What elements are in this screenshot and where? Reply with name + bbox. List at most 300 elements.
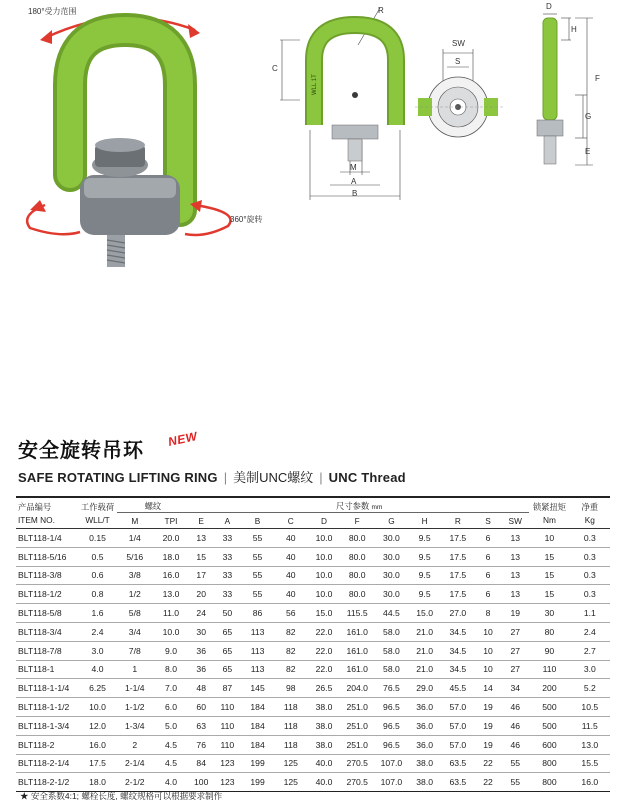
table-cell: 55 (241, 547, 273, 566)
table-cell: 161.0 (340, 660, 374, 679)
header-dims-label: 尺寸参数 (336, 501, 370, 511)
dim-s: S (455, 57, 461, 66)
table-cell: 36.0 (409, 735, 441, 754)
table-cell: 270.5 (340, 754, 374, 773)
table-cell: 27 (501, 660, 529, 679)
column-header: D (308, 513, 340, 529)
item-number-cell: BLT118-1-1/4 (16, 679, 78, 698)
table-cell: 123 (213, 773, 241, 792)
table-cell: 44.5 (374, 604, 408, 623)
table-cell: 34.5 (441, 622, 475, 641)
column-header: B (241, 513, 273, 529)
dim-sw: SW (452, 39, 465, 48)
product-title-en: SAFE ROTATING LIFTING RING (18, 470, 218, 485)
table-cell: 110 (213, 716, 241, 735)
table-cell: 500 (529, 716, 569, 735)
table-row (16, 547, 610, 566)
table-cell: 18.0 (153, 547, 189, 566)
table-cell: 30.0 (374, 566, 408, 585)
table-cell: 38.0 (308, 698, 340, 717)
table-cell: 113 (241, 641, 273, 660)
table-cell: 80.0 (340, 547, 374, 566)
table-cell: 107.0 (374, 773, 408, 792)
range-label: 180°受力范围 (28, 7, 77, 16)
table-cell: 16.0 (78, 735, 116, 754)
table-cell: 115.5 (340, 604, 374, 623)
table-cell: 63.5 (441, 754, 475, 773)
dim-e: E (585, 147, 591, 156)
table-cell: 58.0 (374, 641, 408, 660)
table-cell: 16.0 (570, 773, 610, 792)
table-cell: 38.0 (409, 754, 441, 773)
table-cell: 6 (475, 566, 501, 585)
table-cell: 38.0 (308, 716, 340, 735)
table-cell: 110 (213, 735, 241, 754)
table-cell: 9.0 (153, 641, 189, 660)
table-cell: 6.25 (78, 679, 116, 698)
header-item-cn: 产品编号 (18, 501, 52, 512)
table-cell: 17.5 (441, 547, 475, 566)
table-row (16, 604, 610, 623)
item-number-cell: BLT118-3/4 (16, 622, 78, 641)
table-cell: 3.0 (570, 660, 610, 679)
header-dims-cn (189, 497, 529, 513)
table-cell: 58.0 (374, 622, 408, 641)
table-cell: 1.6 (78, 604, 116, 623)
table-cell: 30 (189, 622, 213, 641)
table-cell: 82 (274, 660, 308, 679)
spec-table (16, 497, 610, 792)
table-cell: 600 (529, 735, 569, 754)
table-cell: 15.0 (308, 604, 340, 623)
table-cell: 0.3 (570, 566, 610, 585)
product-subtitle (18, 467, 406, 486)
table-cell: 270.5 (340, 773, 374, 792)
table-row (16, 660, 610, 679)
table-cell: 36 (189, 660, 213, 679)
table-cell: 46 (501, 735, 529, 754)
table-cell: 55 (241, 529, 273, 548)
table-cell: 1/4 (117, 529, 153, 548)
table-cell: 5.2 (570, 679, 610, 698)
table-cell: 4.5 (153, 754, 189, 773)
dim-m: M (350, 163, 357, 172)
column-header: F (340, 513, 374, 529)
table-cell: 2.7 (570, 641, 610, 660)
rotate-label: 360°旋转 (230, 215, 263, 224)
table-cell: 113 (241, 622, 273, 641)
table-cell: 118 (274, 735, 308, 754)
table-cell: 48 (189, 679, 213, 698)
header-wll-cn: 工作载荷 (80, 501, 115, 512)
table-cell: 17.5 (78, 754, 116, 773)
item-number-cell: BLT118-2-1/2 (16, 773, 78, 792)
table-cell: 33 (213, 566, 241, 585)
table-cell: 10 (475, 641, 501, 660)
table-cell: 87 (213, 679, 241, 698)
table-cell: 4.0 (78, 660, 116, 679)
table-cell: 30.0 (374, 529, 408, 548)
table-cell: 96.5 (374, 735, 408, 754)
ring-marking: WLL 1T (312, 74, 318, 95)
table-cell: 13 (501, 547, 529, 566)
table-cell: 800 (529, 754, 569, 773)
table-cell: 1 (117, 660, 153, 679)
table-cell: 10.0 (308, 547, 340, 566)
drawing-front (270, 0, 410, 205)
table-cell: 21.0 (409, 622, 441, 641)
table-cell: 1-1/2 (117, 698, 153, 717)
dim-r: R (378, 6, 384, 15)
table-cell: 50 (213, 604, 241, 623)
table-cell: 40 (274, 566, 308, 585)
table-cell: 80.0 (340, 585, 374, 604)
table-cell: 0.8 (78, 585, 116, 604)
table-cell: 16.0 (153, 566, 189, 585)
item-number-cell: BLT118-1/2 (16, 585, 78, 604)
column-header: A (213, 513, 241, 529)
table-cell: 34.5 (441, 641, 475, 660)
header-dims-unit: mm (371, 504, 383, 511)
table-cell: 1-1/4 (117, 679, 153, 698)
table-cell: 57.0 (441, 698, 475, 717)
item-number-cell: BLT118-1/4 (16, 529, 78, 548)
table-cell: 161.0 (340, 622, 374, 641)
table-cell: 0.6 (78, 566, 116, 585)
table-cell: 27 (501, 641, 529, 660)
table-cell: 10.0 (78, 698, 116, 717)
column-header: SW (501, 513, 529, 529)
table-cell: 5/16 (117, 547, 153, 566)
table-cell: 45.5 (441, 679, 475, 698)
table-cell: 3/4 (117, 622, 153, 641)
table-cell: 1-3/4 (117, 716, 153, 735)
table-cell: 24 (189, 604, 213, 623)
table-cell: 11.0 (153, 604, 189, 623)
table-cell: 58.0 (374, 660, 408, 679)
table-cell: 63.5 (441, 773, 475, 792)
table-cell: 10.0 (153, 622, 189, 641)
table-row (16, 529, 610, 548)
table-cell: 40 (274, 585, 308, 604)
table-cell: 8 (475, 604, 501, 623)
table-cell: 34 (501, 679, 529, 698)
header-weight-cn: 净重 (581, 501, 599, 512)
table-cell: 40.0 (308, 773, 340, 792)
table-cell: 46 (501, 716, 529, 735)
separator: | (223, 470, 228, 485)
table-cell: 10 (475, 660, 501, 679)
dim-d: D (546, 2, 552, 11)
table-cell: 2 (117, 735, 153, 754)
table-cell: 17.5 (441, 585, 475, 604)
table-cell: 2-1/4 (117, 754, 153, 773)
table-cell: 251.0 (340, 735, 374, 754)
table-cell: 76 (189, 735, 213, 754)
table-cell: 13.0 (153, 585, 189, 604)
table-cell: 12.0 (78, 716, 116, 735)
dim-c: C (272, 64, 278, 73)
table-cell: 10 (475, 622, 501, 641)
table-cell: 38.0 (308, 735, 340, 754)
table-cell: 123 (213, 754, 241, 773)
table-cell: 9.5 (409, 547, 441, 566)
table-cell: 161.0 (340, 641, 374, 660)
table-cell: 76.5 (374, 679, 408, 698)
table-cell: 13 (189, 529, 213, 548)
column-header: E (189, 513, 213, 529)
product-title-cn: 安全旋转吊环 (18, 440, 144, 462)
table-cell: 17 (189, 566, 213, 585)
table-cell: 3.0 (78, 641, 116, 660)
table-cell: 63 (189, 716, 213, 735)
column-header: S (475, 513, 501, 529)
table-cell: 13 (501, 529, 529, 548)
table-cell: 26.5 (308, 679, 340, 698)
table-cell: 84 (189, 754, 213, 773)
table-cell: 80.0 (340, 566, 374, 585)
table-cell: 36 (189, 641, 213, 660)
column-header: G (374, 513, 408, 529)
table-cell: 0.15 (78, 529, 116, 548)
table-cell: 251.0 (340, 698, 374, 717)
table-cell: 7/8 (117, 641, 153, 660)
table-cell: 5/8 (117, 604, 153, 623)
table-cell: 22.0 (308, 641, 340, 660)
item-number-cell: BLT118-2 (16, 735, 78, 754)
table-cell: 13.0 (570, 735, 610, 754)
table-cell: 40.0 (308, 754, 340, 773)
table-cell: 82 (274, 622, 308, 641)
table-cell: 65 (213, 660, 241, 679)
table-cell: 0.3 (570, 585, 610, 604)
table-cell: 30.0 (374, 547, 408, 566)
table-cell: 15 (529, 585, 569, 604)
table-cell: 19 (475, 698, 501, 717)
table-cell: 15.5 (570, 754, 610, 773)
header-torque-cn: 锁紧扭矩 (532, 501, 567, 512)
table-cell: 15 (529, 566, 569, 585)
column-header: M (117, 513, 153, 529)
column-header: C (274, 513, 308, 529)
column-header: ITEM NO. (16, 513, 78, 529)
table-cell: 57.0 (441, 716, 475, 735)
table-cell: 118 (274, 716, 308, 735)
table-cell: 10.0 (308, 585, 340, 604)
item-number-cell: BLT118-5/8 (16, 604, 78, 623)
table-cell: 57.0 (441, 735, 475, 754)
dim-f: F (595, 74, 600, 83)
table-cell: 65 (213, 641, 241, 660)
table-cell: 15.0 (409, 604, 441, 623)
table-cell: 46 (501, 698, 529, 717)
table-cell: 6 (475, 529, 501, 548)
table-cell: 65 (213, 622, 241, 641)
table-cell: 22 (475, 773, 501, 792)
table-row (16, 585, 610, 604)
table-cell: 4.0 (153, 773, 189, 792)
table-cell: 251.0 (340, 716, 374, 735)
table-cell: 20.0 (153, 529, 189, 548)
table-cell: 98 (274, 679, 308, 698)
table-cell: 13 (501, 566, 529, 585)
thread-en: UNC Thread (328, 470, 406, 485)
table-cell: 0.3 (570, 547, 610, 566)
thread-cn: 美制UNC螺纹 (233, 470, 314, 485)
item-number-cell: BLT118-1-3/4 (16, 716, 78, 735)
table-cell: 107.0 (374, 754, 408, 773)
table-cell: 199 (241, 754, 273, 773)
table-cell: 1/2 (117, 585, 153, 604)
table-cell: 3/8 (117, 566, 153, 585)
table-cell: 36.0 (409, 698, 441, 717)
item-number-cell: BLT118-2-1/4 (16, 754, 78, 773)
drawing-top (415, 35, 505, 155)
dim-g: G (585, 112, 592, 121)
table-cell: 6 (475, 585, 501, 604)
table-cell: 34.5 (441, 660, 475, 679)
column-header: Nm (529, 513, 569, 529)
table-cell: 5.0 (153, 716, 189, 735)
table-cell: 56 (274, 604, 308, 623)
table-cell: 0.5 (78, 547, 116, 566)
table-cell: 10.0 (308, 529, 340, 548)
column-header: H (409, 513, 441, 529)
table-cell: 17.5 (441, 566, 475, 585)
table-cell: 38.0 (409, 773, 441, 792)
table-cell: 33 (213, 547, 241, 566)
column-header: WLL/T (78, 513, 116, 529)
table-cell: 9.5 (409, 566, 441, 585)
table-cell: 15 (189, 547, 213, 566)
table-cell: 10 (529, 529, 569, 548)
table-cell: 1.1 (570, 604, 610, 623)
lifting-ring-illustration (0, 0, 270, 270)
table-cell: 86 (241, 604, 273, 623)
table-cell: 21.0 (409, 660, 441, 679)
table-cell: 100 (189, 773, 213, 792)
table-cell: 60 (189, 698, 213, 717)
table-row (16, 698, 610, 717)
item-number-cell: BLT118-5/16 (16, 547, 78, 566)
table-cell: 29.0 (409, 679, 441, 698)
table-cell: 80 (529, 622, 569, 641)
separator: | (319, 470, 323, 485)
footnote: ★ 安全系数4:1; 螺栓长度, 螺纹规格可以根据要求制作 (20, 791, 223, 801)
table-cell: 17.5 (441, 529, 475, 548)
table-cell: 11.5 (570, 716, 610, 735)
column-header: Kg (570, 513, 610, 529)
table-cell: 33 (213, 529, 241, 548)
table-cell: 90 (529, 641, 569, 660)
table-row (16, 566, 610, 585)
table-row (16, 773, 610, 792)
table-cell: 110 (529, 660, 569, 679)
item-number-cell: BLT118-3/8 (16, 566, 78, 585)
table-cell: 800 (529, 773, 569, 792)
table-cell: 113 (241, 660, 273, 679)
dim-h: H (571, 25, 577, 34)
table-cell: 6.0 (153, 698, 189, 717)
table-cell: 125 (274, 773, 308, 792)
table-cell: 19 (475, 735, 501, 754)
item-number-cell: BLT118-1-1/2 (16, 698, 78, 717)
table-cell: 55 (501, 754, 529, 773)
table-cell: 22.0 (308, 622, 340, 641)
table-cell: 9.5 (409, 529, 441, 548)
table-cell: 184 (241, 716, 273, 735)
item-number-cell: BLT118-7/8 (16, 641, 78, 660)
table-cell: 30.0 (374, 585, 408, 604)
table-row (16, 679, 610, 698)
column-header: TPI (153, 513, 189, 529)
header-thread-cn: 螺纹 (117, 497, 189, 513)
drawing-side (525, 0, 610, 170)
table-cell: 184 (241, 698, 273, 717)
table-cell: 55 (241, 585, 273, 604)
table-cell: 22 (475, 754, 501, 773)
table-cell: 2.4 (78, 622, 116, 641)
table-cell: 10.5 (570, 698, 610, 717)
table-cell: 118 (274, 698, 308, 717)
new-badge: NEW (166, 429, 199, 449)
table-cell: 27.0 (441, 604, 475, 623)
table-cell: 500 (529, 698, 569, 717)
table-cell: 204.0 (340, 679, 374, 698)
table-cell: 82 (274, 641, 308, 660)
table-cell: 33 (213, 585, 241, 604)
table-cell: 40 (274, 529, 308, 548)
table-cell: 80.0 (340, 529, 374, 548)
table-cell: 36.0 (409, 716, 441, 735)
table-cell: 145 (241, 679, 273, 698)
table-cell: 0.3 (570, 529, 610, 548)
dim-a: A (351, 177, 357, 186)
table-cell: 199 (241, 773, 273, 792)
table-cell: 200 (529, 679, 569, 698)
dim-b: B (352, 189, 358, 198)
table-cell: 96.5 (374, 698, 408, 717)
table-cell: 22.0 (308, 660, 340, 679)
table-row (16, 754, 610, 773)
table-cell: 125 (274, 754, 308, 773)
table-cell: 27 (501, 622, 529, 641)
table-cell: 55 (241, 566, 273, 585)
table-cell: 19 (475, 716, 501, 735)
table-cell: 2-1/2 (117, 773, 153, 792)
table-cell: 14 (475, 679, 501, 698)
table-cell: 20 (189, 585, 213, 604)
item-number-cell: BLT118-1 (16, 660, 78, 679)
table-cell: 110 (213, 698, 241, 717)
table-row (16, 735, 610, 754)
table-cell: 7.0 (153, 679, 189, 698)
table-cell: 9.5 (409, 585, 441, 604)
table-row (16, 622, 610, 641)
table-cell: 184 (241, 735, 273, 754)
table-cell: 4.5 (153, 735, 189, 754)
table-cell: 19 (501, 604, 529, 623)
table-cell: 18.0 (78, 773, 116, 792)
column-header: R (441, 513, 475, 529)
table-cell: 2.4 (570, 622, 610, 641)
table-cell: 8.0 (153, 660, 189, 679)
table-cell: 10.0 (308, 566, 340, 585)
table-cell: 15 (529, 547, 569, 566)
table-cell: 21.0 (409, 641, 441, 660)
table-cell: 30 (529, 604, 569, 623)
table-cell: 96.5 (374, 716, 408, 735)
